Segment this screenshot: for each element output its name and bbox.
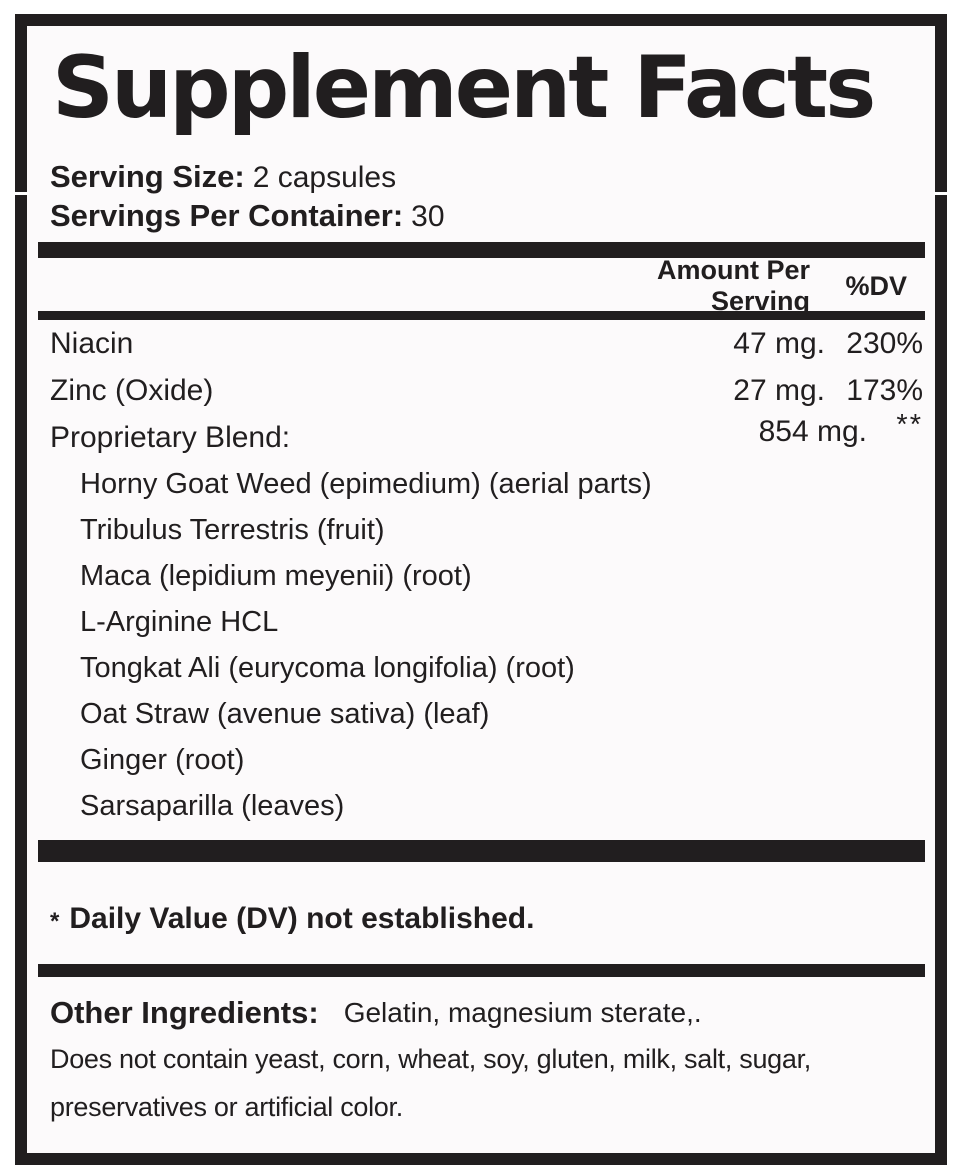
daily-value-footnote	[50, 896, 935, 942]
label-seam-right	[934, 192, 949, 195]
list-item: Sarsaparilla (leaves)	[80, 789, 345, 822]
other-ingredients-label: Other Ingredients:	[50, 995, 319, 1030]
serving-info	[50, 158, 935, 236]
label-seam-left	[14, 192, 29, 195]
table-column-headers	[27, 255, 935, 316]
servings-per-container-value: 30	[411, 200, 445, 233]
asterisk-symbol: *	[50, 908, 60, 935]
other-ingredients-value: Gelatin, magnesium sterate,.	[343, 997, 702, 1028]
serving-size-line	[50, 158, 935, 197]
does-not-contain-text: Does not contain yeast, corn, wheat, soy, gluten, milk, salt, sugar,	[50, 1043, 811, 1074]
list-item: Maca (lepidium meyenii) (root)	[80, 559, 472, 592]
list-item: L-Arginine HCL	[80, 605, 279, 638]
nutrient-name: Niacin	[50, 326, 134, 360]
nutrient-amount: 47 mg.	[733, 326, 825, 360]
nutrient-amount: 27 mg.	[733, 373, 825, 407]
does-not-contain-text-continued: preservatives or artificial color.	[50, 1091, 403, 1122]
list-item: Tribulus Terrestris (fruit)	[80, 513, 385, 546]
servings-per-container-line	[50, 197, 935, 236]
table-row	[27, 409, 935, 461]
nutrient-name: Proprietary Blend:	[50, 420, 291, 454]
nutrient-dv: 173%	[846, 373, 923, 407]
separator-bar-thick-bottom	[38, 840, 925, 862]
serving-size-label: Serving Size:	[50, 159, 245, 194]
nutrient-amount: 854 mg.	[758, 414, 867, 448]
list-item: Horny Goat Weed (epimedium) (aerial parts)	[80, 467, 652, 500]
daily-value-footnote-text: Daily Value (DV) not established.	[69, 902, 535, 935]
nutrient-name: Zinc (Oxide)	[50, 373, 214, 407]
list-item: Tongkat Ali (eurycoma longifolia) (root)	[80, 651, 575, 684]
supplement-facts-panel	[15, 14, 947, 1165]
amount-per-serving-header: Amount Per Serving	[656, 255, 810, 316]
nutrient-dv-asterisks: **	[896, 409, 923, 441]
panel-title: Supplement Facts	[52, 38, 874, 138]
proprietary-blend-list	[27, 461, 935, 829]
nutrient-dv: 230%	[846, 326, 923, 360]
servings-per-container-label: Servings Per Container:	[50, 198, 404, 233]
table-row	[27, 367, 935, 414]
percent-dv-header: %DV	[845, 270, 907, 301]
other-ingredients-line	[50, 991, 935, 1035]
list-item: Oat Straw (avenue sativa) (leaf)	[80, 697, 490, 730]
separator-rule-above-other-ingredients	[38, 964, 925, 977]
serving-size-value: 2 capsules	[252, 161, 397, 194]
table-row	[27, 320, 935, 367]
list-item: Ginger (root)	[80, 743, 245, 776]
